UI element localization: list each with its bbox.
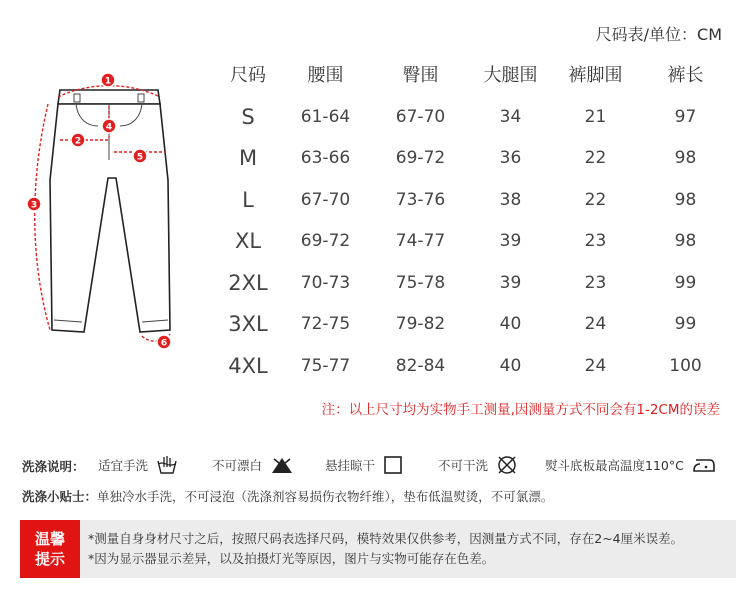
cell-thigh: 40 xyxy=(499,355,522,376)
table-row xyxy=(218,262,733,304)
table-header-row xyxy=(218,58,733,90)
cell-length: 99 xyxy=(674,272,697,293)
cell-size: XL xyxy=(234,229,262,254)
reminder-text xyxy=(88,529,683,569)
size-table xyxy=(218,58,733,387)
header-thigh: 大腿围 xyxy=(483,65,538,86)
wash-title: 洗涤说明： xyxy=(22,459,85,474)
cell-waist: 67-70 xyxy=(300,189,351,210)
wash-label: 适宜手洗 xyxy=(98,458,149,473)
cell-length: 98 xyxy=(674,231,697,252)
marker-4: 4 xyxy=(105,122,113,133)
header-length: 裤长 xyxy=(667,65,704,86)
table-row xyxy=(218,179,733,221)
table-row xyxy=(218,138,733,180)
cell-length: 98 xyxy=(674,148,697,169)
cell-hip: 69-72 xyxy=(395,148,446,169)
wash-label: 不可漂白 xyxy=(212,458,263,473)
tips-title: 洗涤小贴士： xyxy=(22,489,98,504)
reminder-badge xyxy=(20,520,80,578)
cell-hip: 73-76 xyxy=(395,189,446,210)
cell-length: 97 xyxy=(674,106,697,127)
hang-dry-icon xyxy=(383,455,403,475)
cell-size: M xyxy=(238,146,258,171)
cell-waist: 63-66 xyxy=(300,148,351,169)
marker-3: 3 xyxy=(30,200,38,211)
cell-leg-opening: 23 xyxy=(584,272,607,293)
badge-line-2: 提示 xyxy=(34,550,65,568)
cell-leg-opening: 24 xyxy=(584,355,607,376)
cell-size: S xyxy=(241,104,255,129)
table-row xyxy=(218,96,733,138)
unit-label: 尺码表/单位：CM xyxy=(595,25,722,44)
reminder-line-2: *因为显示器显示差异，以及拍摄灯光等原因，图片与实物可能存在色差。 xyxy=(88,551,495,566)
cell-hip: 67-70 xyxy=(395,106,446,127)
cell-size: 2XL xyxy=(228,270,268,295)
cell-thigh: 36 xyxy=(499,148,522,169)
cell-length: 98 xyxy=(674,189,697,210)
marker-1: 1 xyxy=(104,76,112,87)
header-size: 尺码 xyxy=(230,65,266,86)
marker-6: 6 xyxy=(160,338,168,349)
cell-size: L xyxy=(242,187,254,212)
wash-item-no-dry-clean xyxy=(438,452,518,478)
cell-size: 3XL xyxy=(228,312,268,337)
cell-leg-opening: 22 xyxy=(584,148,607,169)
tips-text: 单独冷水手洗，不可浸泡（洗涤剂容易损伤衣物纤维），垫布低温熨烫，不可氯漂。 xyxy=(97,489,554,504)
cell-leg-opening: 23 xyxy=(584,231,607,252)
wash-item-hand-wash xyxy=(98,452,178,478)
wash-label: 不可干洗 xyxy=(438,458,489,473)
wash-instructions xyxy=(22,452,742,478)
wash-item-iron xyxy=(545,452,716,478)
cell-leg-opening: 22 xyxy=(584,189,607,210)
table-body xyxy=(218,96,733,387)
iron-icon xyxy=(692,456,716,474)
cell-hip: 74-77 xyxy=(395,231,446,252)
cell-waist: 75-77 xyxy=(300,355,351,376)
header-leg-opening: 裤脚围 xyxy=(568,65,623,86)
table-row xyxy=(218,345,733,387)
warm-reminder xyxy=(20,520,736,578)
cell-hip: 75-78 xyxy=(395,272,446,293)
cell-length: 99 xyxy=(674,314,697,335)
reminder-line-1: *测量自身身材尺寸之后，按照尺码表选择尺码，模特效果仅供参考，因测量方式不同，存在2~4厘米误差。 xyxy=(88,531,684,546)
wash-item-no-bleach xyxy=(212,452,294,478)
no-bleach-icon xyxy=(270,455,294,475)
header-waist: 腰围 xyxy=(307,65,344,86)
measurement-note: 注：以上尺寸均为实物手工测量,因测量方式不同会有1-2CM的误差 xyxy=(321,402,720,418)
cell-length: 100 xyxy=(669,355,702,376)
cell-hip: 82-84 xyxy=(395,355,446,376)
wash-tips xyxy=(22,487,553,505)
table-row xyxy=(218,221,733,263)
marker-2: 2 xyxy=(74,136,82,147)
cell-thigh: 40 xyxy=(499,314,522,335)
cell-waist: 61-64 xyxy=(300,106,351,127)
cell-leg-opening: 24 xyxy=(584,314,607,335)
header-hip: 臀围 xyxy=(402,65,439,86)
cell-hip: 79-82 xyxy=(395,314,446,335)
cell-waist: 69-72 xyxy=(300,231,351,252)
hand-wash-icon xyxy=(156,455,178,475)
cell-thigh: 39 xyxy=(499,272,522,293)
cell-thigh: 38 xyxy=(499,189,522,210)
no-dry-clean-icon xyxy=(496,454,518,476)
cell-leg-opening: 21 xyxy=(584,106,607,127)
marker-5: 5 xyxy=(136,152,144,163)
cell-size: 4XL xyxy=(228,353,268,378)
table-row xyxy=(218,304,733,346)
wash-item-hang-dry xyxy=(325,452,403,478)
wash-label: 熨斗底板最高温度110°C xyxy=(545,458,684,473)
badge-line-1: 温馨 xyxy=(34,530,65,548)
pants-measurement-diagram xyxy=(18,60,218,360)
cell-waist: 72-75 xyxy=(300,314,351,335)
cell-thigh: 34 xyxy=(499,106,522,127)
cell-waist: 70-73 xyxy=(300,272,351,293)
cell-thigh: 39 xyxy=(499,231,522,252)
wash-label: 悬挂晾干 xyxy=(325,458,376,473)
